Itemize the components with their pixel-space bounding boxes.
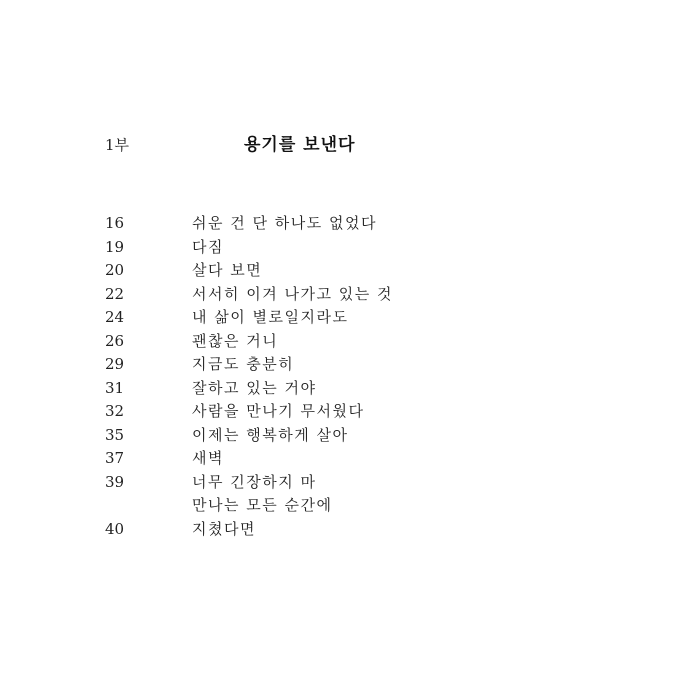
toc-entry bbox=[0, 283, 700, 307]
toc-page-number: 22 bbox=[105, 284, 125, 303]
part-label: 1부 bbox=[105, 136, 130, 154]
toc-page-number: 20 bbox=[105, 261, 125, 279]
toc-entry-title: 살다 보면 bbox=[192, 261, 263, 279]
toc-entry bbox=[0, 424, 700, 448]
toc-entry bbox=[0, 306, 700, 330]
toc-page-number: 26 bbox=[105, 331, 125, 350]
toc-entry-title: 괜찮은 거니 bbox=[192, 331, 279, 350]
toc-entry bbox=[0, 236, 700, 260]
toc-page-number: 40 bbox=[105, 519, 125, 538]
table-of-contents bbox=[0, 212, 700, 541]
toc-entry-title: 지금도 충분히 bbox=[192, 355, 295, 373]
toc-entry-title: 새벽 bbox=[192, 449, 224, 467]
toc-entry bbox=[0, 353, 700, 377]
toc-entry bbox=[0, 447, 700, 471]
toc-entry bbox=[0, 471, 700, 495]
toc-entry-title: 다짐 bbox=[192, 237, 224, 256]
toc-entry-title: 지쳤다면 bbox=[192, 519, 256, 538]
part-title: 용기를 보낸다 bbox=[244, 135, 356, 155]
toc-page-number: 31 bbox=[105, 378, 125, 397]
toc-page-number: 29 bbox=[105, 355, 125, 373]
toc-entry bbox=[0, 494, 700, 518]
toc-page-number: 35 bbox=[105, 425, 125, 444]
toc-page-number: 19 bbox=[105, 237, 125, 256]
toc-page-number: 37 bbox=[105, 449, 125, 467]
toc-entry bbox=[0, 400, 700, 424]
toc-entry-title: 이제는 행복하게 살아 bbox=[192, 425, 349, 444]
toc-entry-title: 만나는 모든 순간에 bbox=[192, 496, 333, 514]
toc-entry-title: 너무 긴장하지 마 bbox=[192, 472, 317, 491]
toc-entry bbox=[0, 330, 700, 354]
toc-entry bbox=[0, 377, 700, 401]
toc-page-number: 39 bbox=[105, 472, 125, 491]
toc-entry-title: 쉬운 건 단 하나도 없었다 bbox=[192, 214, 377, 232]
toc-entry bbox=[0, 518, 700, 542]
toc-page-number: 24 bbox=[105, 308, 125, 326]
toc-entry-title: 잘하고 있는 거야 bbox=[192, 378, 317, 397]
toc-entry-title: 사람을 만나기 무서웠다 bbox=[192, 402, 365, 420]
toc-page-number: 16 bbox=[105, 214, 125, 232]
toc-entry-title: 서서히 이겨 나가고 있는 것 bbox=[192, 284, 393, 303]
part-header bbox=[0, 133, 700, 157]
toc-page-number: 32 bbox=[105, 402, 125, 420]
toc-entry-title: 내 삶이 별로일지라도 bbox=[192, 308, 349, 326]
toc-entry bbox=[0, 259, 700, 283]
toc-entry bbox=[0, 212, 700, 236]
